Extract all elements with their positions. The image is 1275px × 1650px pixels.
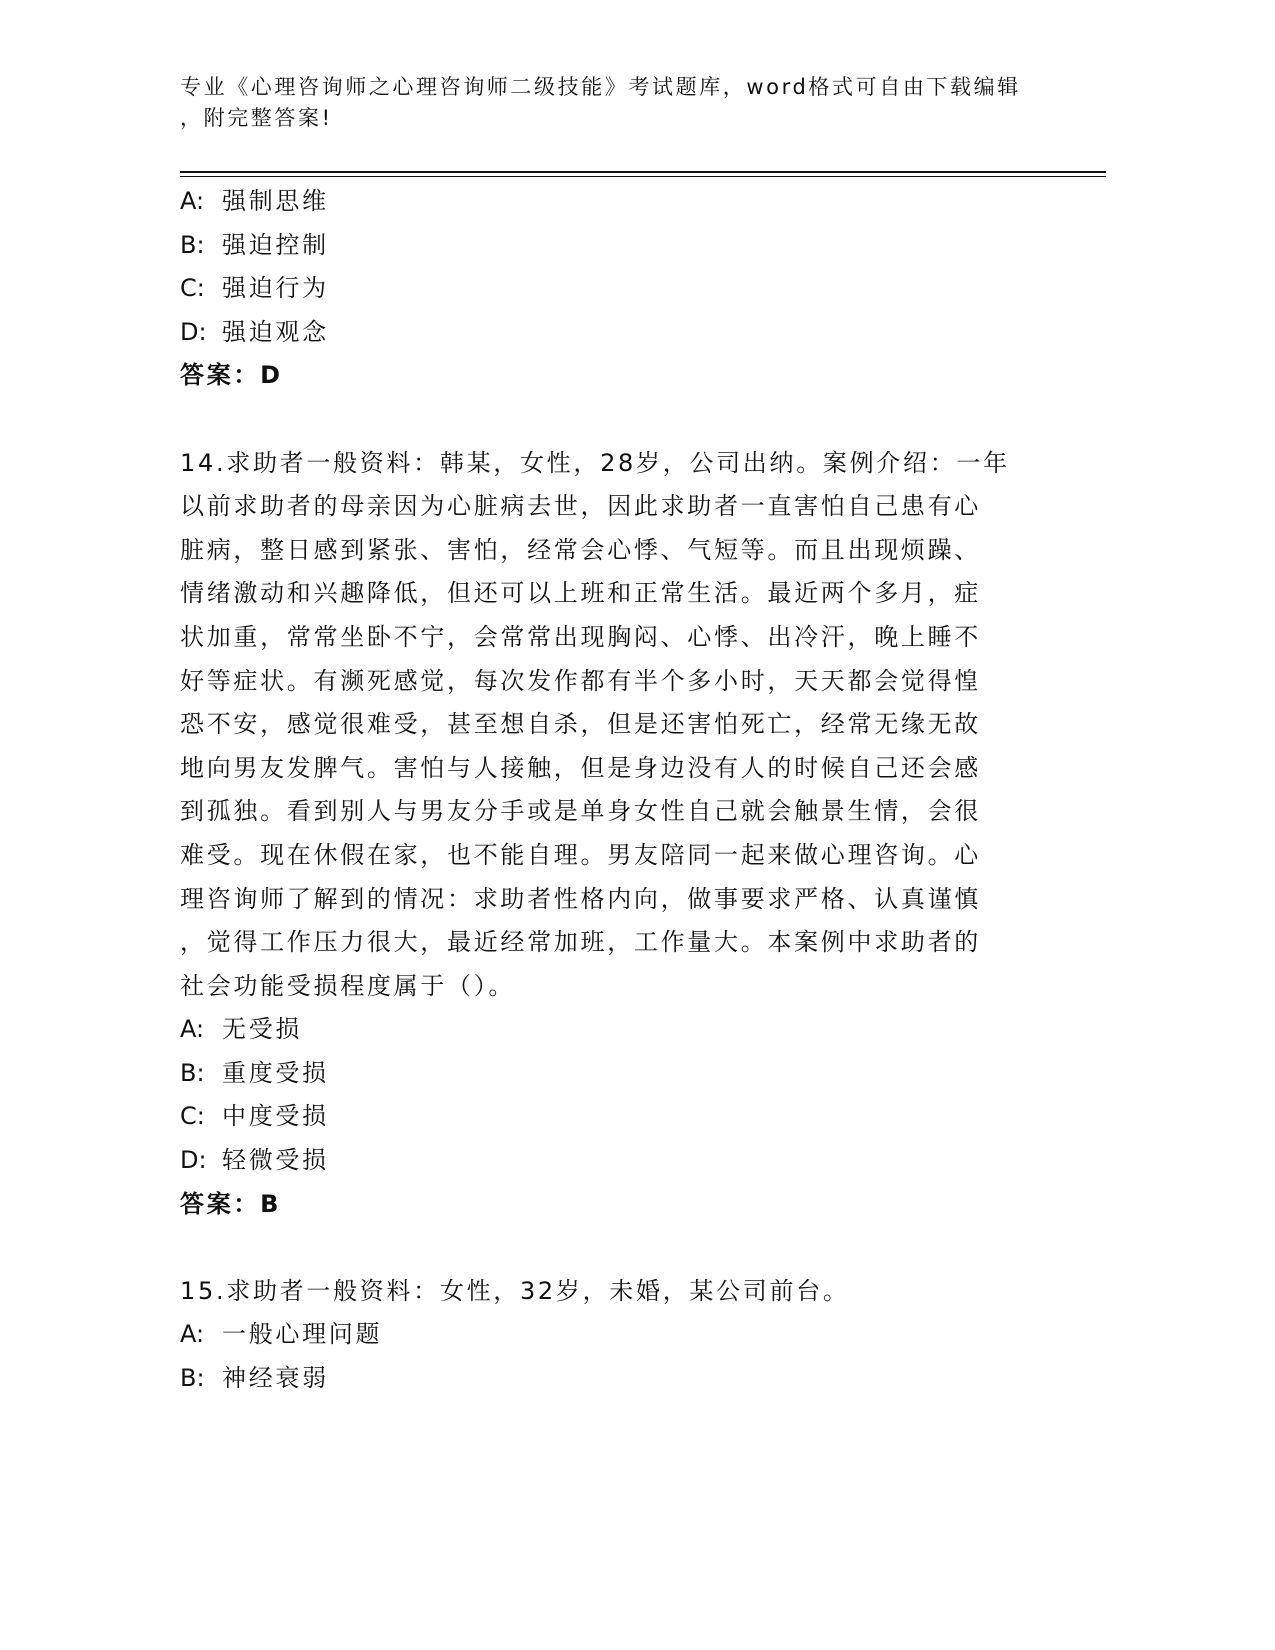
spacer [180, 1226, 1060, 1270]
answer: 答案：B [180, 1189, 282, 1218]
option: A: 一般心理问题 [180, 1320, 383, 1349]
option: D: 轻微受损 [180, 1146, 329, 1175]
document-header [180, 72, 1040, 134]
stem-line: 状加重，常常坐卧不宁，会常常出现胸闷、心悸、出冷汗，晚上睡不 [180, 622, 981, 651]
stem-line: 14.求助者一般资料：韩某，女性，28岁，公司出纳。案例介绍：一年 [180, 448, 1010, 477]
stem-line: 理咨询师了解到的情况：求助者性格内向，做事要求严格、认真谨慎 [180, 884, 981, 913]
header-line-2: ，附完整答案! [180, 106, 333, 130]
question-stem [180, 442, 1060, 1009]
stem-line: 地向男友发脾气。害怕与人接触，但是身边没有人的时候自己还会感 [180, 753, 981, 782]
header-divider-thin [180, 176, 1106, 177]
question-15 [180, 1270, 1060, 1401]
header-divider [180, 171, 1106, 173]
stem-line: 好等症状。有濒死感觉，每次发作都有半个多小时，天天都会觉得惶 [180, 666, 981, 695]
stem-line: 情绪激动和兴趣降低，但还可以上班和正常生活。最近两个多月，症 [180, 579, 981, 608]
option: A: 强制思维 [180, 187, 329, 215]
spacer [180, 398, 1060, 442]
option: B: 神经衰弱 [180, 1364, 329, 1393]
stem-line: 恐不安，感觉很难受，甚至想自杀，但是还害怕死亡，经常无缘无故 [180, 710, 981, 739]
option: C: 强迫行为 [180, 274, 329, 303]
question-14 [180, 442, 1060, 1227]
stem-line: 以前求助者的母亲因为心脏病去世，因此求助者一直害怕自己患有心 [180, 492, 981, 521]
question-13 [180, 180, 1060, 398]
header-line-1: 专业《心理咨询师之心理咨询师二级技能》考试题库，word格式可自由下载编辑 [180, 75, 1021, 99]
stem-line: 社会功能受损程度属于（）。 [180, 971, 516, 1000]
option: B: 强迫控制 [180, 230, 329, 259]
stem-line: ，觉得工作压力很大，最近经常加班，工作量大。本案例中求助者的 [180, 928, 981, 957]
answer: 答案：D [180, 361, 283, 390]
option: C: 中度受损 [180, 1102, 329, 1131]
stem-line: 脏病，整日感到紧张、害怕，经常会心悸、气短等。而且出现烦躁、 [180, 535, 981, 564]
question-stem: 15.求助者一般资料：女性，32岁，未婚，某公司前台。 [180, 1276, 850, 1305]
option: B: 重度受损 [180, 1058, 329, 1087]
option: D: 强迫观念 [180, 317, 329, 346]
document-body [180, 180, 1060, 1401]
stem-line: 难受。现在休假在家，也不能自理。男友陪同一起来做心理咨询。心 [180, 840, 981, 869]
option: A: 无受损 [180, 1015, 303, 1044]
stem-line: 到孤独。看到别人与男友分手或是单身女性自己就会触景生情，会很 [180, 797, 981, 826]
